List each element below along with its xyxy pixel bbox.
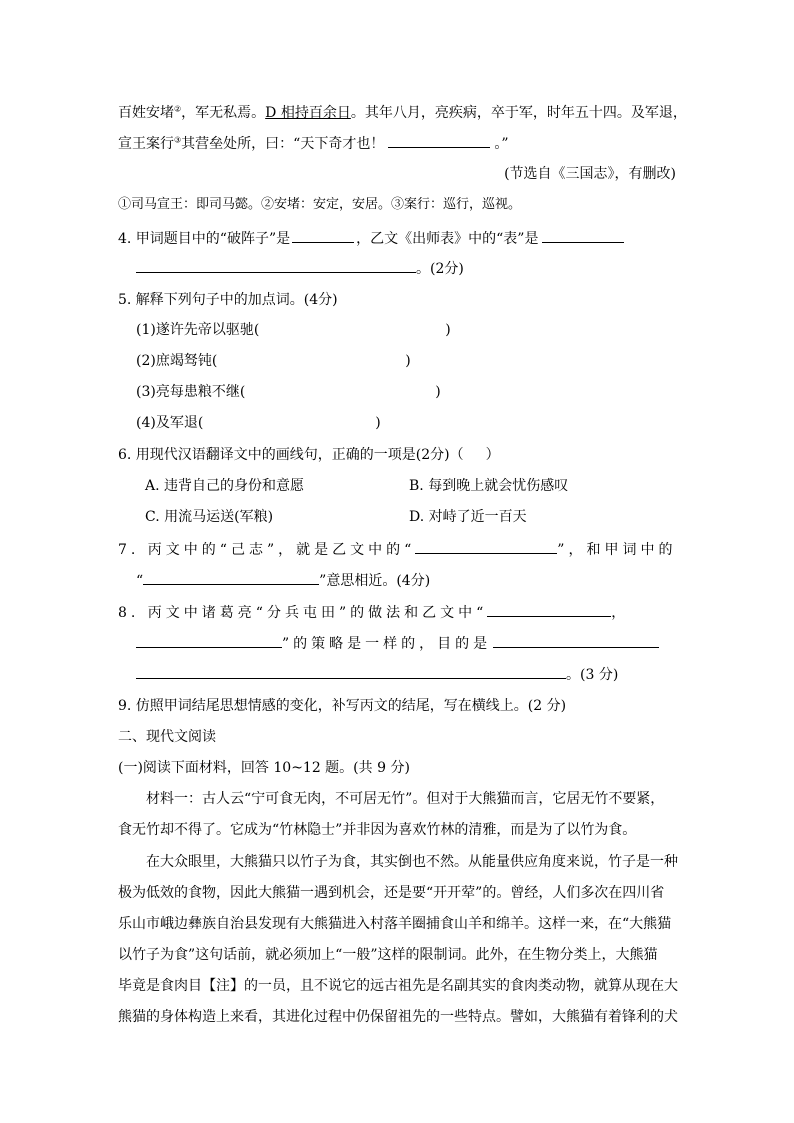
text: ，乙文《出师表》中的“表”是 bbox=[356, 231, 539, 247]
question-5-item-1 bbox=[136, 320, 702, 340]
text: 。(2分) bbox=[416, 261, 464, 277]
text: 。其年八月，亮疾病，卒于军，时年五十四。及军退， bbox=[350, 105, 687, 121]
question-8-cont bbox=[136, 633, 702, 654]
answer-blank[interactable] bbox=[136, 664, 566, 679]
passage-line-2 bbox=[118, 133, 684, 154]
answer-blank[interactable] bbox=[388, 133, 490, 148]
question-5-item-3 bbox=[136, 382, 702, 402]
text: (2)庶竭驽钝( bbox=[136, 353, 218, 369]
footnotes: ①司马宣王：即司马懿。②安堵：安定，安居。③案行：巡行，巡视。 bbox=[118, 197, 522, 212]
text: ”的策略是一样的，目的是 bbox=[282, 636, 492, 652]
material-line: 食无竹却不得了。它成为“竹林隐士”并非因为喜欢竹林的清雅，而是为了以竹为食。 bbox=[118, 822, 637, 838]
text: “ bbox=[136, 573, 144, 589]
text: (1)遂许先帝以驱驰( bbox=[136, 322, 260, 338]
section-subtitle: (一)阅读下面材料，回答 10~12 题。(共 9 分) bbox=[118, 760, 410, 776]
text: 4. 甲词题目中的“破阵子”是 bbox=[118, 231, 291, 247]
text: 。” bbox=[494, 136, 509, 152]
section-title: 二、现代文阅读 bbox=[118, 729, 216, 745]
answer-blank[interactable] bbox=[136, 258, 416, 273]
text: 7. 丙文中的“己志”，就是乙文中的“ bbox=[118, 542, 416, 558]
text: ) bbox=[445, 322, 451, 338]
option-c[interactable]: C. 用流马运送(军粮) bbox=[145, 509, 274, 525]
text: 6. 用现代汉语翻译文中的画线句，正确的一项是(2分)（ bbox=[118, 447, 464, 463]
text: 8. 丙文中诸葛亮“分兵屯田”的做法和乙文中“ bbox=[118, 605, 488, 621]
question-4-cont bbox=[136, 258, 702, 279]
text: ”，和甲词中的 bbox=[557, 542, 677, 558]
text: ，军无私焉。 bbox=[181, 105, 266, 121]
answer-blank[interactable] bbox=[143, 570, 319, 585]
material-line: 毕竟是食肉目【注】的一员，且不说它的远古祖先是名副其实的食肉类动物，就算从现在大 bbox=[118, 978, 678, 994]
answer-blank[interactable] bbox=[487, 602, 611, 617]
footnote-mark: ② bbox=[174, 104, 182, 114]
passage-line-1 bbox=[118, 103, 687, 123]
text: (3)亮每患粮不继( bbox=[136, 384, 246, 400]
material-line: 熊猫的身体构造上来看，其进化过程中仍保留祖先的一些特点。譬如，大熊猫有着锋利的犬 bbox=[118, 1009, 678, 1025]
material-line: 乐山市峨边彝族自治县发现有大熊猫进入村落羊圈捕食山羊和绵羊。这样一来，在“大熊猫 bbox=[118, 916, 672, 932]
answer-blank[interactable] bbox=[542, 228, 624, 243]
text: 百姓安堵 bbox=[118, 105, 174, 121]
text: 宣王案行 bbox=[118, 136, 174, 152]
question-8-cont-2 bbox=[136, 664, 702, 685]
question-6-title bbox=[118, 445, 684, 465]
option-a[interactable]: A. 违背自己的身份和意愿 bbox=[145, 478, 305, 494]
text: 其营垒处所，曰：“天下奇才也！ bbox=[181, 136, 385, 152]
answer-blank[interactable] bbox=[136, 633, 282, 648]
option-b[interactable]: B. 每到晚上就会忧伤感叹 bbox=[409, 478, 569, 494]
text: ， bbox=[611, 605, 630, 621]
question-5-title: 5. 解释下列句子中的加点词。(4分) bbox=[118, 292, 338, 308]
answer-blank[interactable] bbox=[493, 633, 659, 648]
question-8 bbox=[118, 602, 684, 623]
text: ） bbox=[485, 447, 500, 463]
question-5-item-2 bbox=[136, 351, 702, 371]
text: 。(3 分) bbox=[566, 667, 619, 683]
material-line: 材料一：古人云“宁可食无肉，不可居无竹”。但对于大熊猫而言，它居无竹不要紧， bbox=[146, 791, 665, 807]
material-line: 以竹子为食”这句话前，就必须加上“一般”这样的限制词。此外，在生物分类上，大熊猫 bbox=[118, 947, 658, 963]
text: ”意思相近。(4分) bbox=[319, 573, 431, 589]
source-note: (节选自《三国志》，有删改) bbox=[504, 166, 676, 182]
footnote-mark: ③ bbox=[174, 135, 182, 145]
answer-blank[interactable] bbox=[292, 228, 354, 243]
question-4 bbox=[118, 228, 684, 249]
material-line: 极为低效的食物，因此大熊猫一遇到机会，还是要“开开荤”的。曾经，人们多次在四川省 bbox=[118, 885, 665, 901]
text: ) bbox=[375, 415, 381, 431]
question-7-cont bbox=[136, 570, 702, 591]
question-7 bbox=[118, 539, 684, 560]
text: ) bbox=[435, 384, 441, 400]
material-line: 在大众眼里，大熊猫只以竹子为食，其实倒也不然。从能量供应角度来说，竹子是一种 bbox=[146, 854, 678, 870]
text: ) bbox=[405, 353, 411, 369]
underlined-sentence-d: D 相持百余日 bbox=[265, 105, 351, 121]
question-5-item-4 bbox=[136, 413, 702, 433]
answer-blank[interactable] bbox=[415, 539, 557, 554]
text: (4)及军退( bbox=[136, 415, 204, 431]
question-9: 9. 仿照甲词结尾思想情感的变化，补写丙文的结尾，写在横线上。(2 分) bbox=[118, 698, 567, 714]
option-d[interactable]: D. 对峙了近一百天 bbox=[409, 509, 527, 525]
